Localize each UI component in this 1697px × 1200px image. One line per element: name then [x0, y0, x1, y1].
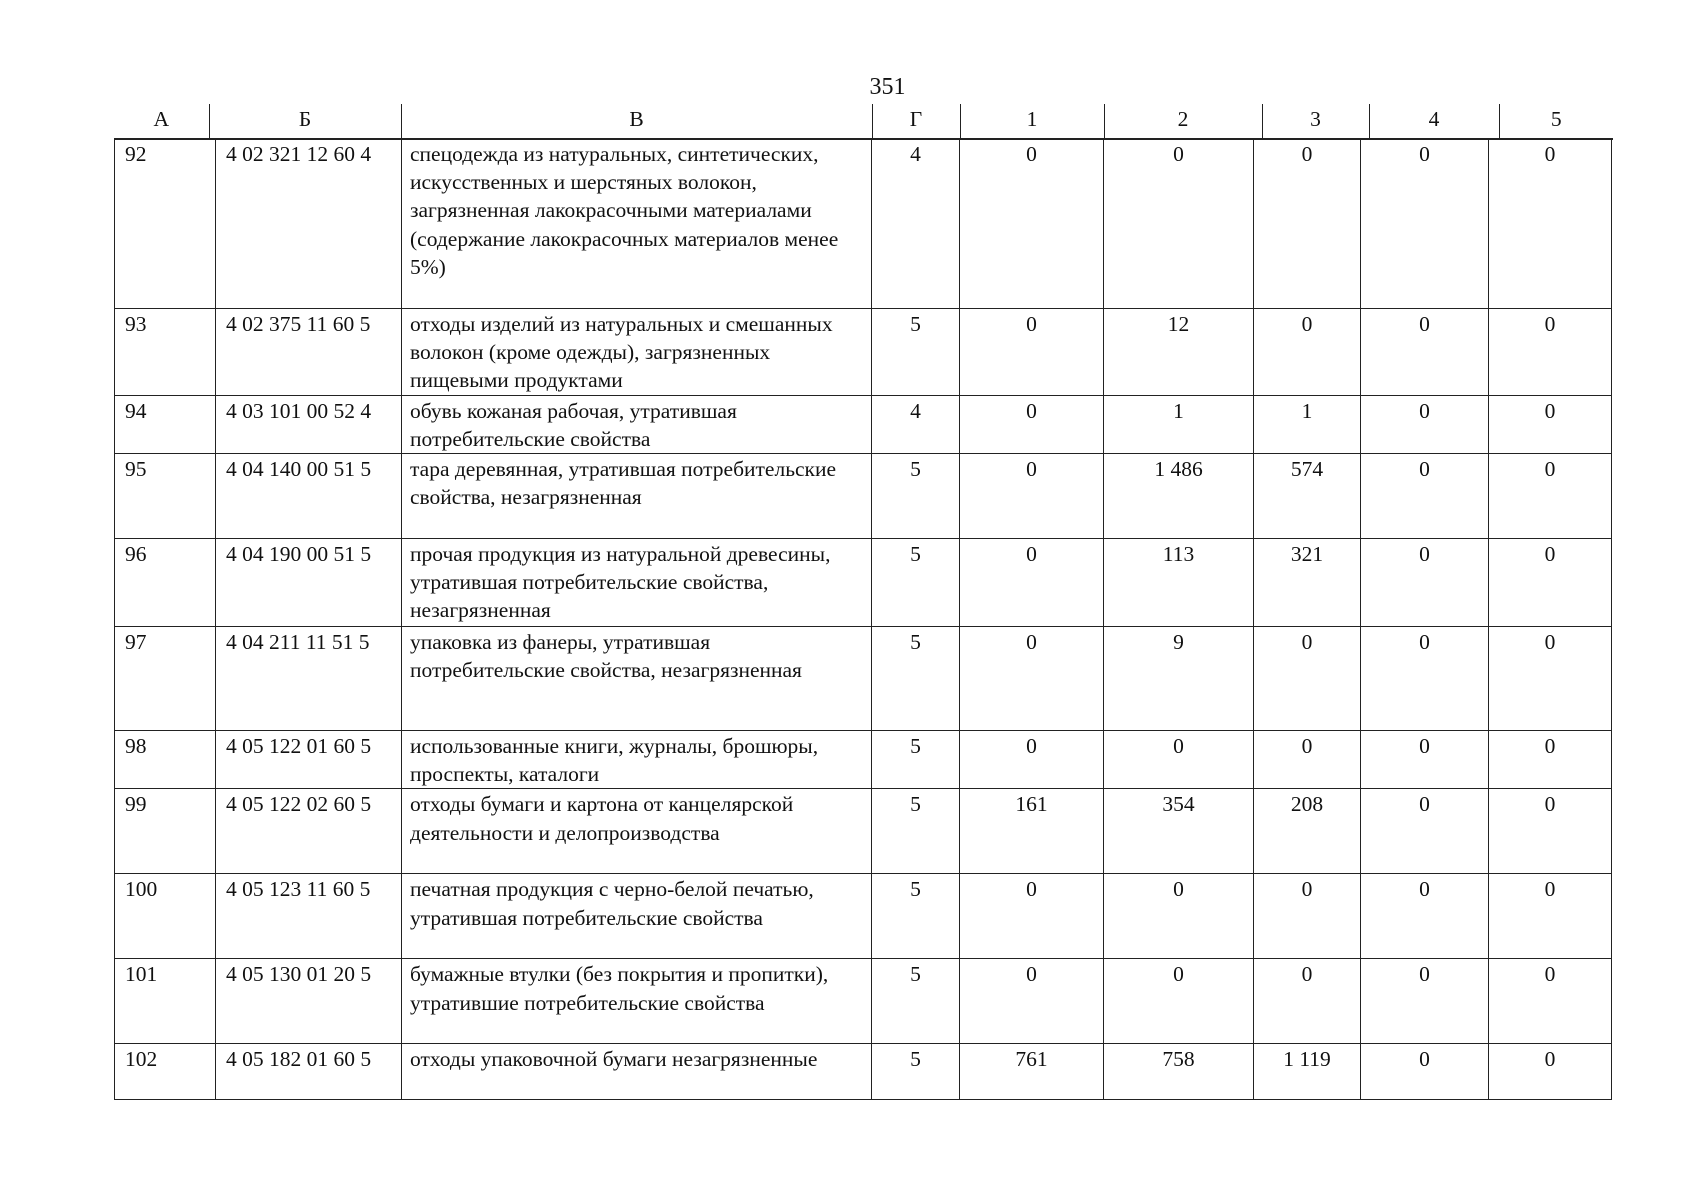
- value-col-4: 0: [1361, 395, 1489, 453]
- table-row: [115, 139, 1612, 309]
- table-row: [115, 309, 1612, 396]
- value-col-4: 0: [1361, 874, 1489, 959]
- waste-code: 4 05 122 01 60 5: [216, 731, 402, 789]
- hazard-class: 5: [872, 789, 960, 874]
- table-row: [115, 539, 1612, 627]
- waste-name: спецодежда из натуральных, синтетических, искусственных и шерстяных волокон, загрязненная лакокрасочными материалами (содержание лакокрасочных материалов менее 5%): [402, 139, 872, 309]
- value-col-5: 0: [1489, 959, 1612, 1044]
- waste-name: тара деревянная, утратившая потребительские свойства, незагрязненная: [402, 454, 872, 539]
- value-col-2: 113: [1104, 539, 1254, 627]
- value-col-2: 9: [1104, 627, 1254, 731]
- value-col-3: 574: [1254, 454, 1361, 539]
- row-number: 102: [115, 1044, 216, 1100]
- column-header-2: 2: [1104, 104, 1262, 139]
- value-col-4: 0: [1361, 789, 1489, 874]
- value-col-3: 0: [1254, 627, 1361, 731]
- waste-name: бумажные втулки (без покрытия и пропитки), утратившие потребительские свойства: [402, 959, 872, 1044]
- value-col-2: 0: [1104, 731, 1254, 789]
- row-number: 96: [115, 539, 216, 627]
- row-number: 92: [115, 139, 216, 309]
- value-col-1: 0: [960, 539, 1104, 627]
- page-number: 351: [869, 74, 906, 100]
- waste-code: 4 05 182 01 60 5: [216, 1044, 402, 1100]
- waste-table: [114, 138, 1612, 1100]
- column-header-5: 5: [1499, 104, 1613, 139]
- column-header-1: 1: [960, 104, 1104, 139]
- value-col-3: 0: [1254, 959, 1361, 1044]
- value-col-3: 1: [1254, 395, 1361, 453]
- value-col-1: 161: [960, 789, 1104, 874]
- value-col-1: 0: [960, 731, 1104, 789]
- value-col-5: 0: [1489, 874, 1612, 959]
- hazard-class: 5: [872, 454, 960, 539]
- value-col-1: 761: [960, 1044, 1104, 1100]
- value-col-5: 0: [1489, 454, 1612, 539]
- hazard-class: 4: [872, 395, 960, 453]
- value-col-4: 0: [1361, 539, 1489, 627]
- value-col-3: 0: [1254, 139, 1361, 309]
- table-row: [115, 959, 1612, 1044]
- value-col-2: 1: [1104, 395, 1254, 453]
- table-row: [115, 627, 1612, 731]
- value-col-1: 0: [960, 309, 1104, 396]
- row-number: 94: [115, 395, 216, 453]
- table-row: [115, 731, 1612, 789]
- column-header-3: 3: [1262, 104, 1369, 139]
- waste-code: 4 04 211 11 51 5: [216, 627, 402, 731]
- table-row: [115, 1044, 1612, 1100]
- waste-code: 4 05 123 11 60 5: [216, 874, 402, 959]
- value-col-3: 0: [1254, 731, 1361, 789]
- value-col-5: 0: [1489, 789, 1612, 874]
- value-col-5: 0: [1489, 309, 1612, 396]
- value-col-5: 0: [1489, 627, 1612, 731]
- value-col-3: 0: [1254, 309, 1361, 396]
- value-col-1: 0: [960, 139, 1104, 309]
- row-number: 101: [115, 959, 216, 1044]
- value-col-2: 758: [1104, 1044, 1254, 1100]
- value-col-3: 208: [1254, 789, 1361, 874]
- waste-code: 4 02 375 11 60 5: [216, 309, 402, 396]
- waste-code: 4 05 130 01 20 5: [216, 959, 402, 1044]
- value-col-5: 0: [1489, 539, 1612, 627]
- hazard-class: 5: [872, 959, 960, 1044]
- waste-code: 4 02 321 12 60 4: [216, 139, 402, 309]
- hazard-class: 5: [872, 627, 960, 731]
- value-col-4: 0: [1361, 731, 1489, 789]
- waste-name: использованные книги, журналы, брошюры, проспекты, каталоги: [402, 731, 872, 789]
- value-col-3: 1 119: [1254, 1044, 1361, 1100]
- hazard-class: 5: [872, 731, 960, 789]
- table-row: [115, 874, 1612, 959]
- row-number: 93: [115, 309, 216, 396]
- column-header-g: Г: [872, 104, 960, 139]
- table-row: [115, 454, 1612, 539]
- value-col-4: 0: [1361, 959, 1489, 1044]
- value-col-1: 0: [960, 874, 1104, 959]
- waste-code: 4 04 140 00 51 5: [216, 454, 402, 539]
- value-col-4: 0: [1361, 139, 1489, 309]
- hazard-class: 5: [872, 539, 960, 627]
- value-col-2: 0: [1104, 959, 1254, 1044]
- value-col-5: 0: [1489, 139, 1612, 309]
- value-col-4: 0: [1361, 454, 1489, 539]
- value-col-4: 0: [1361, 1044, 1489, 1100]
- waste-name: печатная продукция с черно-белой печатью, утратившая потребительские свойства: [402, 874, 872, 959]
- value-col-1: 0: [960, 627, 1104, 731]
- row-number: 95: [115, 454, 216, 539]
- row-number: 99: [115, 789, 216, 874]
- value-col-2: 1 486: [1104, 454, 1254, 539]
- waste-name: обувь кожаная рабочая, утратившая потребительские свойства: [402, 395, 872, 453]
- value-col-1: 0: [960, 395, 1104, 453]
- hazard-class: 5: [872, 1044, 960, 1100]
- table-header: [114, 104, 1613, 140]
- waste-code: 4 03 101 00 52 4: [216, 395, 402, 453]
- row-number: 97: [115, 627, 216, 731]
- column-header-a: А: [153, 107, 170, 131]
- value-col-2: 0: [1104, 139, 1254, 309]
- value-col-4: 0: [1361, 627, 1489, 731]
- value-col-5: 0: [1489, 395, 1612, 453]
- column-header-4: 4: [1369, 104, 1499, 139]
- column-header-v: В: [401, 104, 872, 139]
- value-col-3: 321: [1254, 539, 1361, 627]
- value-col-5: 0: [1489, 731, 1612, 789]
- value-col-3: 0: [1254, 874, 1361, 959]
- value-col-2: 12: [1104, 309, 1254, 396]
- value-col-2: 354: [1104, 789, 1254, 874]
- table-row: [115, 395, 1612, 453]
- hazard-class: 5: [872, 874, 960, 959]
- waste-name: упаковка из фанеры, утратившая потребительские свойства, незагрязненная: [402, 627, 872, 731]
- value-col-1: 0: [960, 454, 1104, 539]
- value-col-5: 0: [1489, 1044, 1612, 1100]
- hazard-class: 5: [872, 309, 960, 396]
- value-col-4: 0: [1361, 309, 1489, 396]
- waste-code: 4 05 122 02 60 5: [216, 789, 402, 874]
- waste-name: отходы изделий из натуральных и смешанных волокон (кроме одежды), загрязненных пищевыми продуктами: [402, 309, 872, 396]
- waste-name: прочая продукция из натуральной древесины, утратившая потребительские свойства, незагрязненная: [402, 539, 872, 627]
- value-col-1: 0: [960, 959, 1104, 1044]
- waste-name: отходы упаковочной бумаги незагрязненные: [402, 1044, 872, 1100]
- waste-code: 4 04 190 00 51 5: [216, 539, 402, 627]
- column-header-b: Б: [209, 104, 401, 139]
- waste-name: отходы бумаги и картона от канцелярской деятельности и делопроизводства: [402, 789, 872, 874]
- row-number: 100: [115, 874, 216, 959]
- value-col-2: 0: [1104, 874, 1254, 959]
- row-number: 98: [115, 731, 216, 789]
- hazard-class: 4: [872, 139, 960, 309]
- table-row: [115, 789, 1612, 874]
